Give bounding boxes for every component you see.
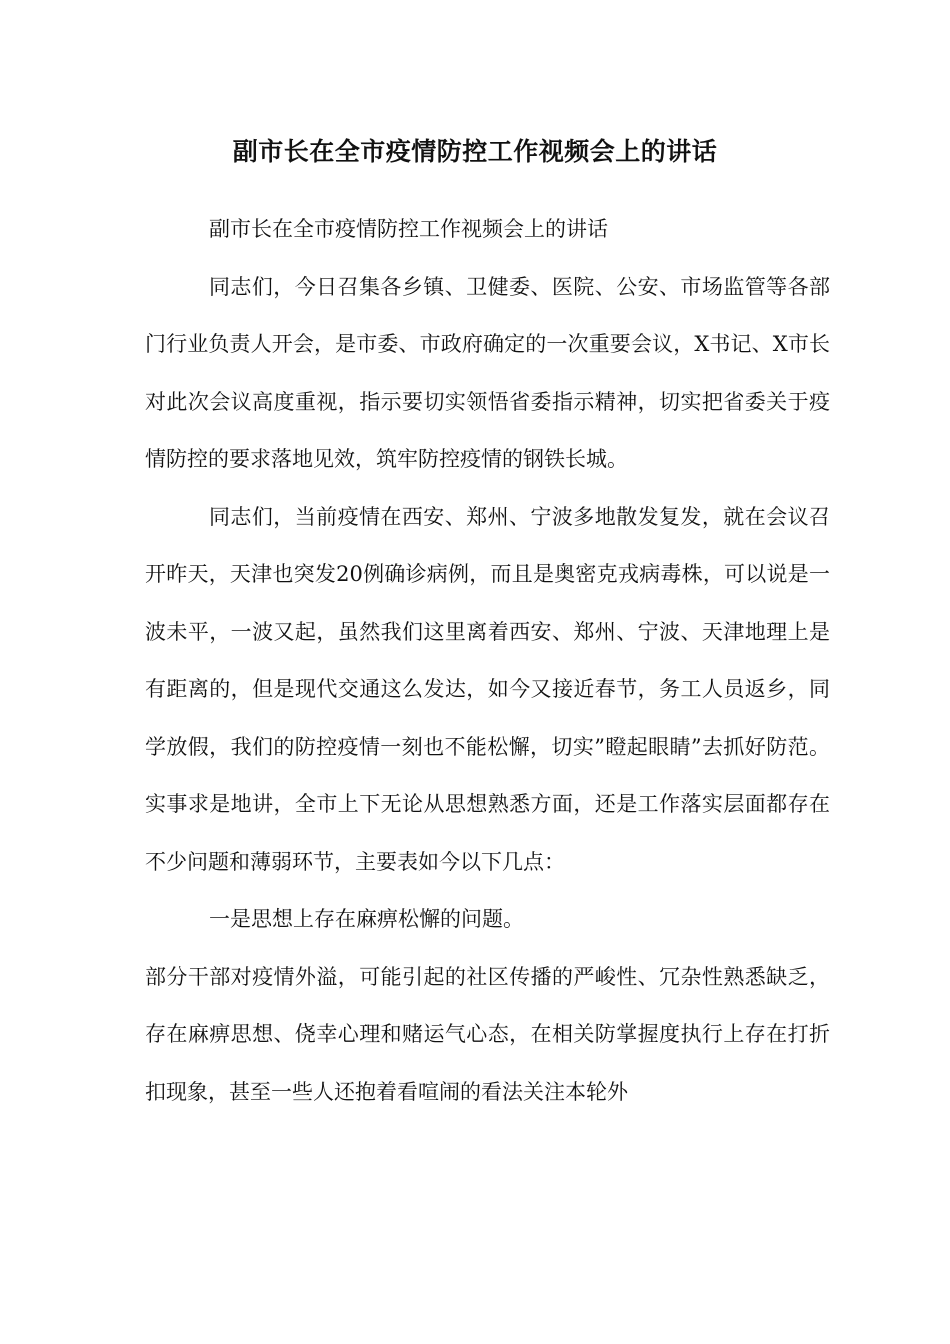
document-title: 副市长在全市疫情防控工作视频会上的讲话: [232, 137, 718, 166]
paragraph-issue-1: 部分干部对疫情外溢，可能引起的社区传播的严峻性、冗杂性熟悉缺乏，存在麻痹思想、侥幸心理和赌运气心态，在相关防掌握度执行上存在打折扣现象，甚至一些人还抱着看喧闹的看法关注本轮外: [145, 964, 830, 1104]
paragraph-situation: 同志们，当前疫情在西安、郑州、宁波多地散发复发，就在会议召开昨天，天津也突发20例确诊病例，而且是奥密克戎病毒株，可以说是一波未平，一波又起，虽然我们这里离着西安、郑州、宁波、天津地理上是有距离的，但是现代交通这么发达，如今又接近春节，务工人员返乡，同学放假，我们的防控疫情一刻也不能松懈，切实”瞪起眼睛”去抓好防范。实事求是地讲，全市上下无论从思想熟悉方面，还是工作落实层面都存在不少问题和薄弱环节，主要表如今以下几点：: [145, 504, 830, 874]
document-body: [145, 201, 830, 1121]
section-heading-1: 一是思想上存在麻痹松懈的问题。: [209, 907, 524, 931]
subtitle-paragraph: 副市长在全市疫情防控工作视频会上的讲话: [209, 217, 608, 241]
paragraph-opening: 同志们，今日召集各乡镇、卫健委、医院、公安、市场监管等各部门行业负责人开会，是市委、市政府确定的一次重要会议，X书记、X市长对此次会议高度重视，指示要切实领悟省委指示精神，切实把省委关于疫情防控的要求落地见效，筑牢防控疫情的钢铁长城。: [145, 274, 830, 471]
